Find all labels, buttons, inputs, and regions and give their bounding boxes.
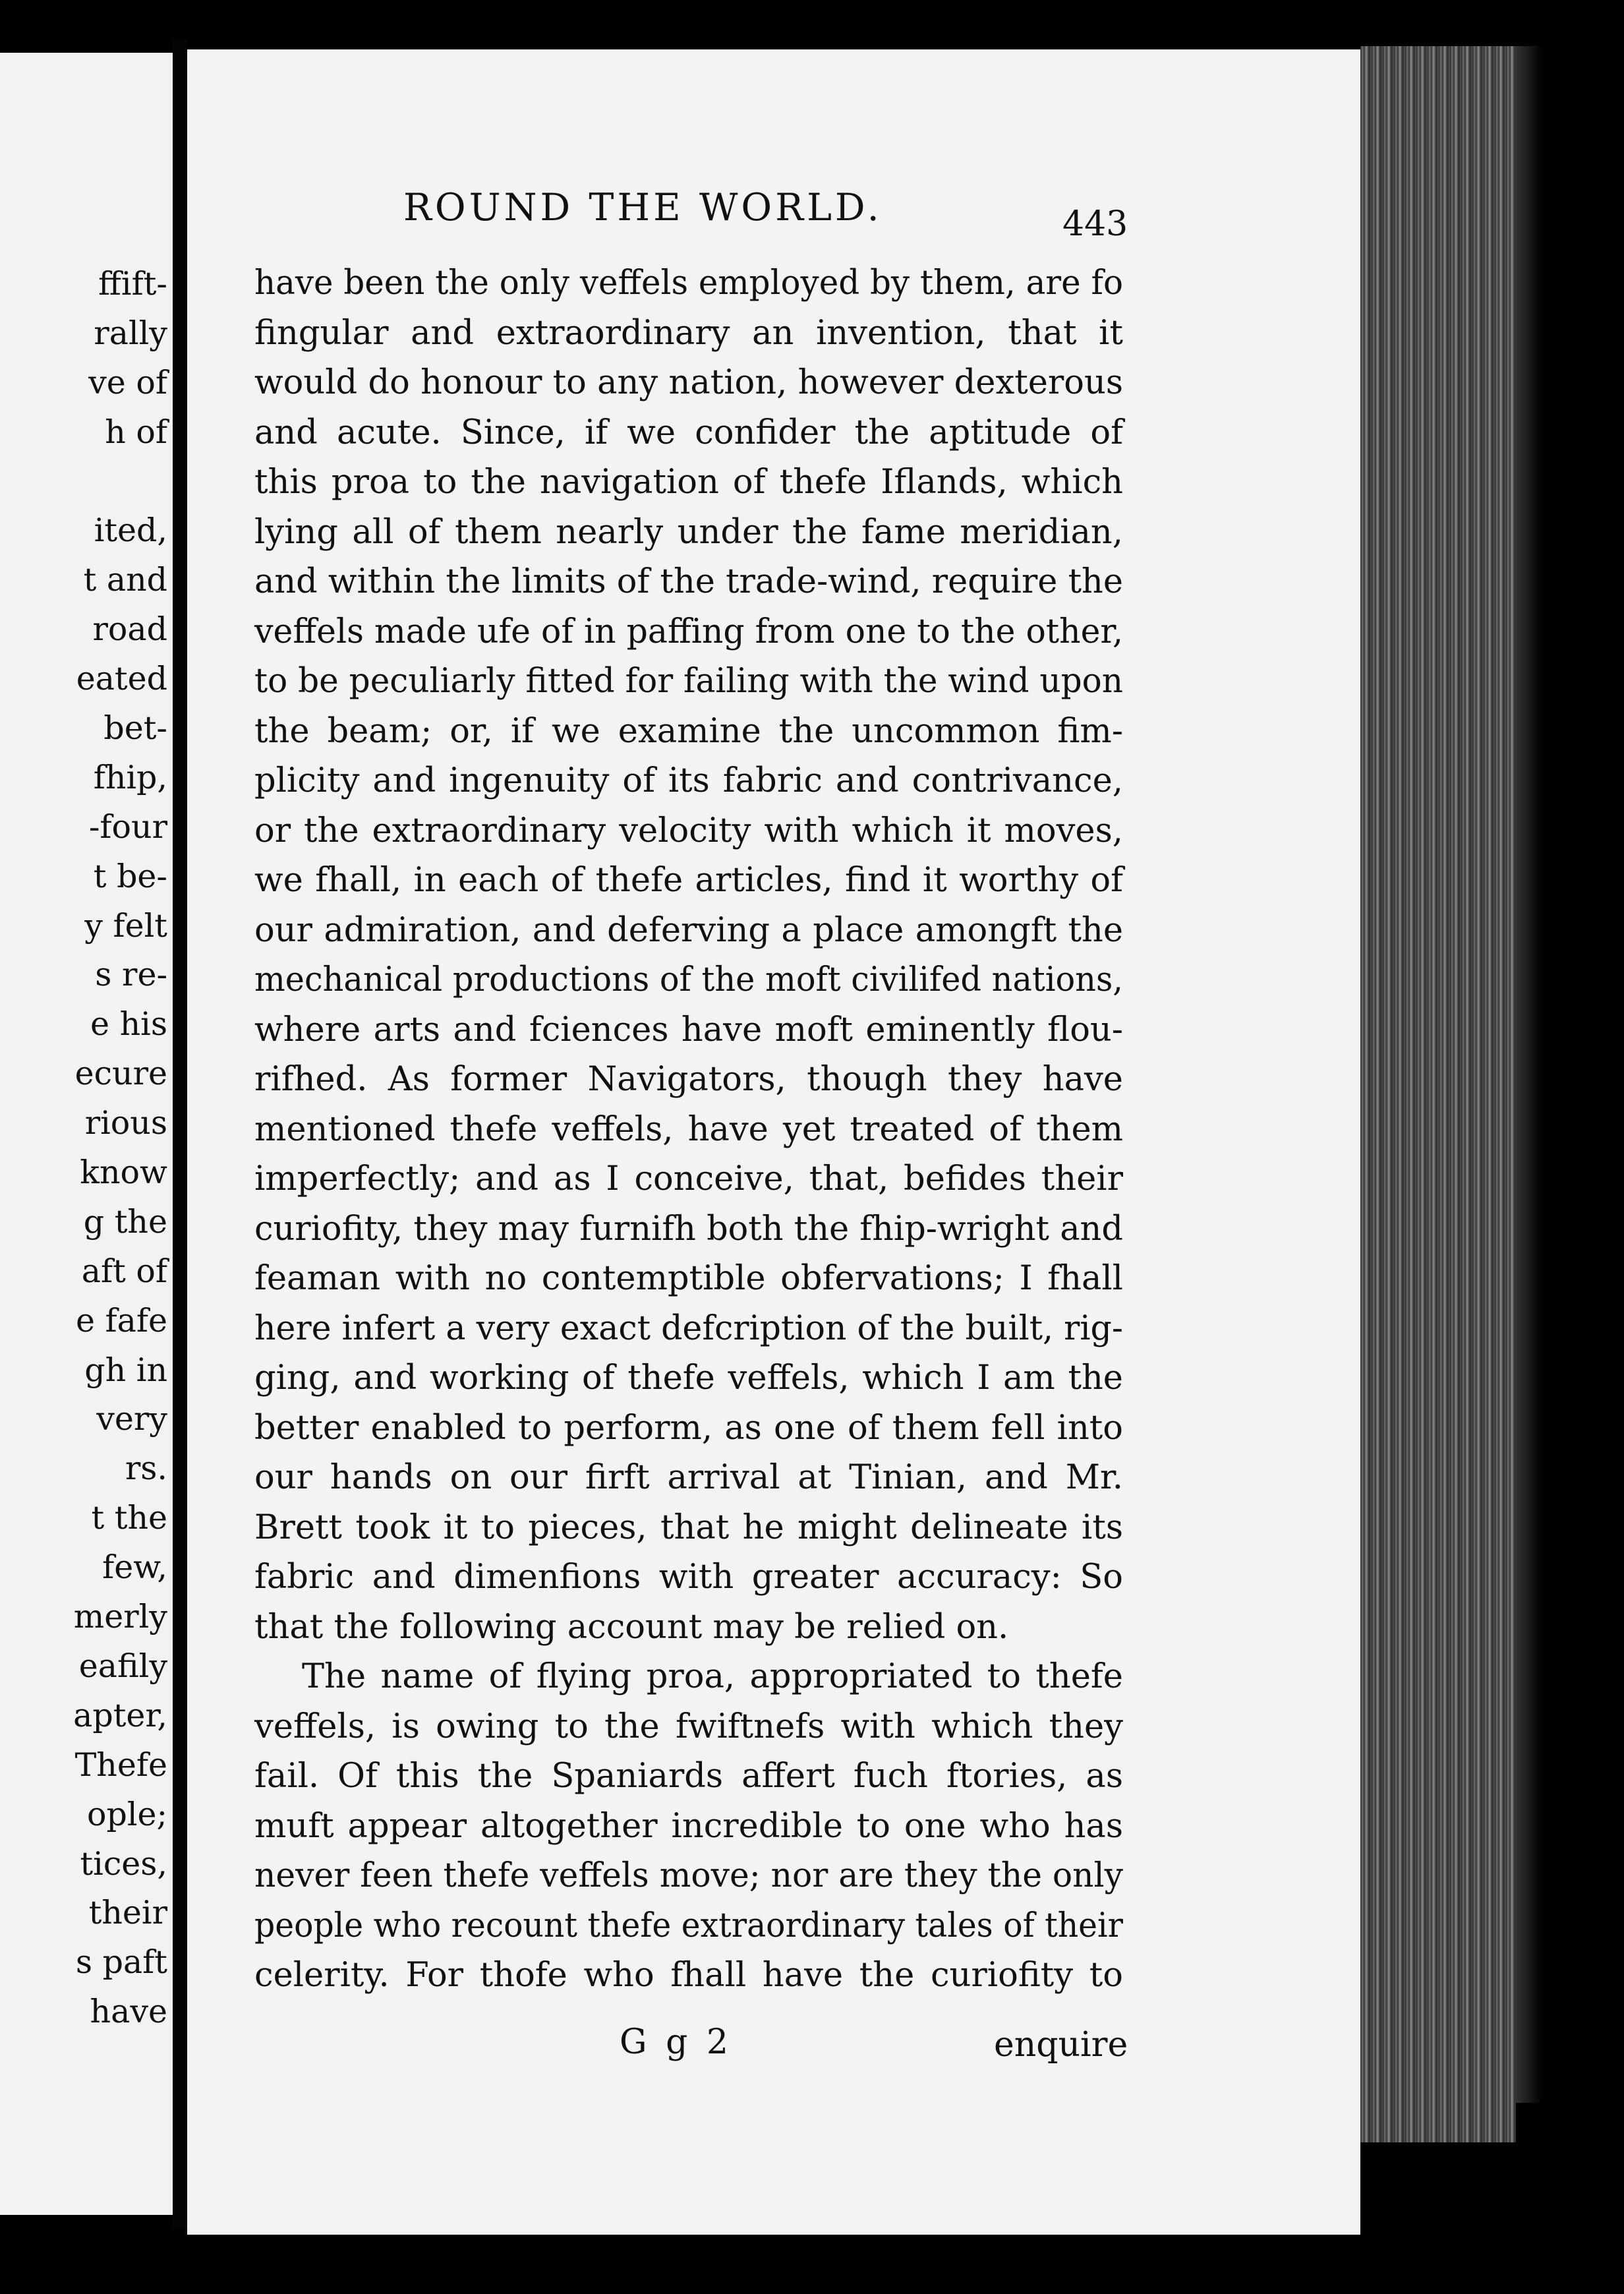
left-line: have xyxy=(90,1993,167,2031)
book-gutter xyxy=(173,40,187,2228)
left-page-text xyxy=(73,260,167,2037)
text-line: muft appear altogether incredible to one who has xyxy=(254,1806,1123,1846)
left-line: y felt xyxy=(84,906,167,945)
left-line: t and xyxy=(83,561,167,599)
text-line: the beam; or, if we examine the uncommon fim- xyxy=(254,711,1123,751)
text-line: and within the limits of the trade-wind, require the xyxy=(254,562,1123,601)
left-line: very xyxy=(96,1400,167,1438)
text-line: imperfectly; and as I conceive, that, befides their xyxy=(254,1160,1123,1198)
left-line: g the xyxy=(83,1202,167,1241)
text-line: where arts and fciences have moft eminently flou- xyxy=(254,1010,1123,1049)
left-line: apter, xyxy=(73,1696,167,1734)
left-line: aft of xyxy=(81,1252,167,1290)
left-line: e his xyxy=(90,1005,167,1044)
page-edges xyxy=(1360,46,1516,2142)
left-line: ecure xyxy=(74,1055,167,1093)
text-line: fingular and extraordinary an invention, that it xyxy=(254,313,1123,353)
text-line: Brett took it to pieces, that he might delineate its xyxy=(254,1508,1123,1547)
left-line: rs. xyxy=(125,1450,167,1488)
left-line: eafily xyxy=(78,1647,167,1685)
text-line: The name of flying proa, appropriated to thefe xyxy=(302,1657,1123,1696)
left-page xyxy=(0,53,173,2215)
text-line: better enabled to perform, as one of them fell into xyxy=(254,1408,1123,1448)
text-line: fabric and dimenfions with greater accuracy: So xyxy=(254,1558,1123,1597)
body-text xyxy=(254,258,1123,2001)
left-line: few, xyxy=(102,1548,167,1587)
left-line: s re- xyxy=(95,956,167,994)
page-number: 443 xyxy=(1062,204,1128,244)
left-line: h of xyxy=(105,413,167,451)
text-line: people who recount thefe extraordinary tales of their xyxy=(254,1906,1123,1945)
left-line: Thefe xyxy=(74,1746,167,1784)
left-line: s paft xyxy=(75,1943,167,1982)
text-line: plicity and ingenuity of its fabric and contrivance, xyxy=(254,761,1123,800)
text-line: never feen thefe veffels move; nor are they the only xyxy=(254,1856,1124,1895)
running-head: ROUND THE WORLD. xyxy=(403,186,883,229)
text-line: veffels made ufe of in paffing from one to the other, xyxy=(254,612,1123,651)
text-line: lying all of them nearly under the fame meridian, xyxy=(254,512,1123,552)
left-line: bet- xyxy=(103,709,167,748)
catchword: enquire xyxy=(994,2025,1128,2065)
text-line: curiofity, they may furnifh both the fhip-wright and xyxy=(254,1209,1123,1249)
left-line: t be- xyxy=(93,857,167,895)
left-line: ople; xyxy=(86,1795,167,1833)
text-line: our hands on our firft arrival at Tinian, and Mr. xyxy=(254,1458,1123,1497)
text-line: our admiration, and deferving a place amongft the xyxy=(254,910,1123,950)
left-line: rally xyxy=(94,314,167,352)
text-line: fail. Of this the Spaniards affert fuch ftories, as xyxy=(254,1757,1123,1796)
text-line: have been the only veffels employed by them, are fo xyxy=(254,264,1123,303)
text-line: mechanical productions of the moft civilifed nations, xyxy=(254,960,1123,999)
left-line: merly xyxy=(73,1598,167,1636)
text-line: or the extraordinary velocity with which it moves, xyxy=(254,811,1123,850)
left-line: ited, xyxy=(94,512,167,550)
left-line xyxy=(73,457,167,507)
left-line: gh in xyxy=(84,1351,167,1389)
text-line: rifhed. As former Navigators, though they have xyxy=(254,1060,1123,1099)
text-line: this proa to the navigation of thefe Iflands, which xyxy=(254,463,1123,502)
text-line: that the following account may be relied on. xyxy=(254,1607,1009,1647)
text-line: here infert a very exact defcription of the built, rig- xyxy=(254,1309,1123,1348)
left-line: tices, xyxy=(80,1844,167,1883)
left-line: e fafe xyxy=(75,1301,167,1339)
left-line: ffift- xyxy=(98,265,167,303)
text-line: veffels, is owing to the fwiftnefs with which they xyxy=(254,1707,1123,1746)
text-line: ging, and working of thefe veffels, which I am the xyxy=(254,1359,1123,1397)
left-line: -four xyxy=(88,808,167,846)
text-line: feaman with no contemptible obfervations; I fhall xyxy=(254,1259,1123,1298)
left-line: fhip, xyxy=(93,758,167,796)
left-line: ve of xyxy=(88,363,167,401)
left-line: eated xyxy=(76,660,167,698)
signature-mark: G g 2 xyxy=(620,2022,732,2062)
text-line: and acute. Since, if we confider the aptitude of xyxy=(254,413,1123,452)
text-line: celerity. For thofe who fhall have the curiofity to xyxy=(254,1956,1123,1995)
text-line: would do honour to any nation, however dexterous xyxy=(254,363,1123,402)
page-edge-shadow xyxy=(1516,46,1542,2103)
left-line: their xyxy=(88,1894,167,1932)
text-line: mentioned thefe veffels, have yet treated of them xyxy=(254,1109,1123,1149)
text-line: we fhall, in each of thefe articles, find it worthy of xyxy=(254,861,1123,900)
text-line: to be peculiarly fitted for failing with the wind upon xyxy=(254,662,1124,701)
left-line: rious xyxy=(84,1104,167,1142)
left-line: t the xyxy=(91,1499,167,1537)
left-line: know xyxy=(80,1154,167,1192)
left-line: road xyxy=(92,610,167,649)
